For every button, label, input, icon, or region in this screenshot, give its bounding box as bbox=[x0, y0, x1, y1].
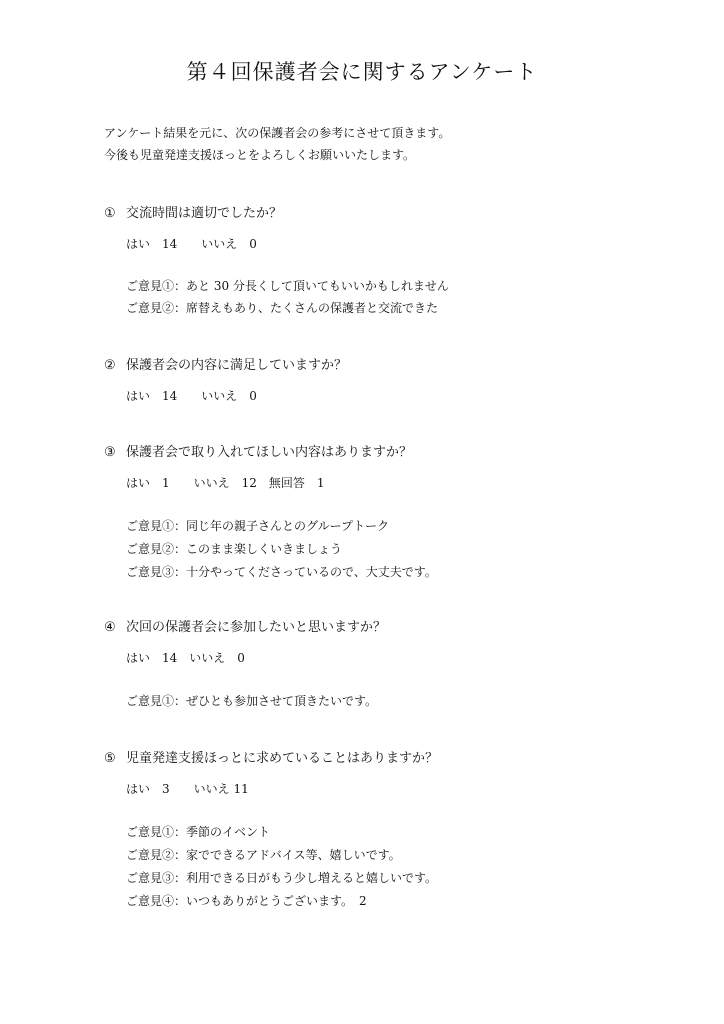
opinion: ご意見①：ぜひとも参加させて頂きたいです。 bbox=[126, 694, 378, 708]
opinion: ご意見②：このまま楽しくいきましょう bbox=[126, 542, 343, 556]
question-number: ② bbox=[104, 358, 116, 373]
answer-counts-4: はい 14 いいえ 0 bbox=[126, 651, 245, 665]
opinion: ご意見②：席替えもあり、たくさんの保護者と交流できた bbox=[126, 301, 439, 315]
answer-counts-1: はい 14 いいえ 0 bbox=[126, 237, 257, 251]
question-number: ① bbox=[104, 206, 116, 221]
answer-counts-5: はい 3 いいえ 11 bbox=[126, 782, 249, 796]
intro-line: 今後も児童発達支援ほっとをよろしくお願いいたします。 bbox=[104, 148, 416, 162]
question-number: ④ bbox=[104, 620, 116, 635]
question-3 bbox=[104, 441, 412, 460]
question-text: 保護者会の内容に満足していますか？ bbox=[126, 358, 348, 373]
question-5 bbox=[104, 747, 438, 766]
question-text: 次回の保護者会に参加したいと思いますか？ bbox=[126, 620, 387, 635]
answer-counts-2: はい 14 いいえ 0 bbox=[126, 389, 257, 403]
question-2 bbox=[104, 354, 347, 373]
opinion: ご意見①：季節のイベント bbox=[126, 825, 271, 839]
document-title: 第４回保護者会に関するアンケート bbox=[186, 60, 538, 84]
opinion: ご意見③：十分やってくださっているので、大丈夫です。 bbox=[126, 565, 437, 579]
question-1 bbox=[104, 202, 282, 221]
answer-counts-3: はい 1 いいえ 12 無回答 1 bbox=[126, 476, 325, 490]
opinion: ご意見②：家でできるアドバイス等、嬉しいです。 bbox=[126, 848, 401, 862]
intro-line: アンケート結果を元に、次の保護者会の参考にさせて頂きます。 bbox=[104, 126, 451, 140]
opinion: ご意見①：同じ年の親子さんとのグループトーク bbox=[126, 519, 390, 533]
question-text: 児童発達支援ほっとに求めていることはありますか？ bbox=[126, 751, 439, 766]
opinion: ご意見①：あと 30 分長くして頂いてもいいかもしれません bbox=[126, 279, 449, 293]
opinion: ご意見④：いつもありがとうございます。 2 bbox=[126, 894, 367, 908]
opinion: ご意見③：利用できる日がもう少し増えると嬉しいです。 bbox=[126, 871, 438, 885]
question-4 bbox=[104, 616, 386, 635]
intro-text bbox=[104, 122, 450, 166]
question-text: 保護者会で取り入れてほしい内容はありますか？ bbox=[126, 445, 413, 460]
question-number: ⑤ bbox=[104, 751, 116, 766]
question-number: ③ bbox=[104, 445, 116, 460]
question-text: 交流時間は適切でしたか？ bbox=[126, 206, 283, 221]
